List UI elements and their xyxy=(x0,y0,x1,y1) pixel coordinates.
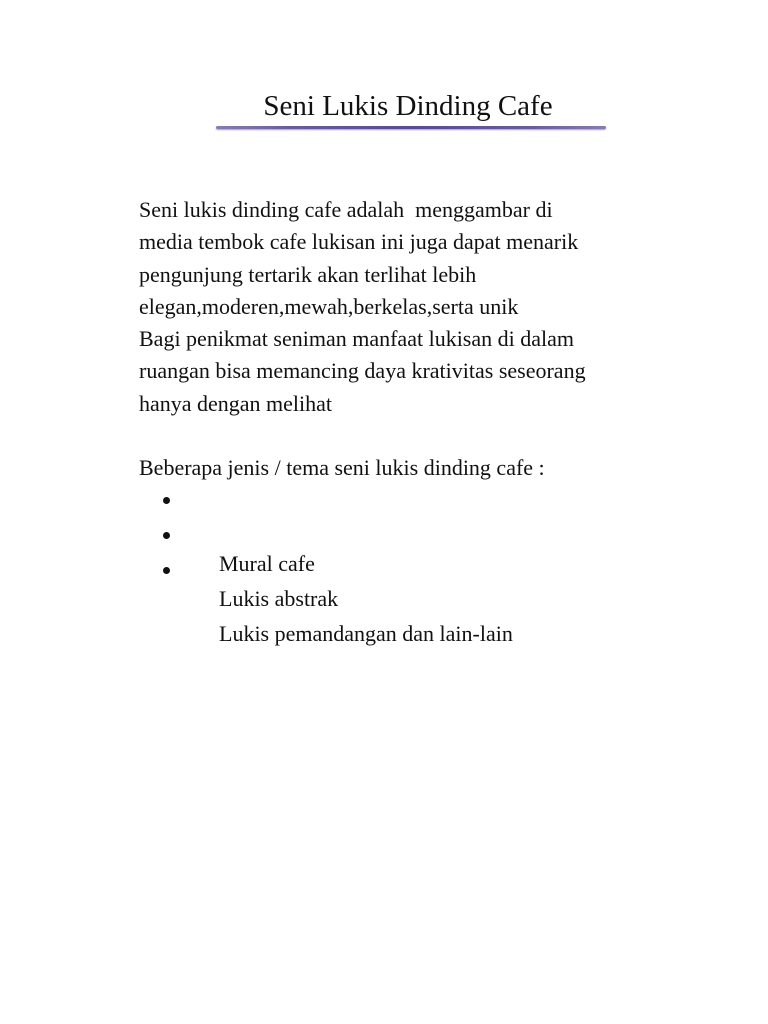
list-item xyxy=(0,484,513,576)
bullet-icon xyxy=(163,497,170,504)
list-intro: Beberapa jenis / tema seni lukis dinding cafe : xyxy=(139,455,545,480)
paragraph-line: Seni lukis dinding cafe adalah menggambar di xyxy=(139,197,553,222)
list-item-label: Mural cafe xyxy=(219,551,315,576)
paragraph-line: hanya dengan melihat xyxy=(139,390,333,416)
paragraph-line: ruangan bisa memancing daya krativitas seseorang xyxy=(139,358,586,384)
theme-list xyxy=(0,484,513,646)
list-item-label: Lukis abstrak xyxy=(219,586,339,611)
paragraph-line: pengunjung tertarik akan terlihat lebih xyxy=(139,261,477,287)
body-paragraph xyxy=(139,194,699,420)
bullet-icon xyxy=(163,532,170,539)
bullet-icon xyxy=(163,567,170,574)
list-item-label: Lukis pemandangan dan lain-lain xyxy=(219,621,513,646)
title-underline xyxy=(216,126,606,129)
paragraph-line: media tembok cafe lukisan ini juga dapat menarik xyxy=(139,229,579,255)
paragraph-line: elegan,moderen,mewah,berkelas,serta unik xyxy=(139,293,519,319)
paragraph-line: Bagi penikmat seniman manfaat lukisan di dalam xyxy=(139,326,574,352)
document-title: Seni Lukis Dinding Cafe xyxy=(263,90,553,122)
